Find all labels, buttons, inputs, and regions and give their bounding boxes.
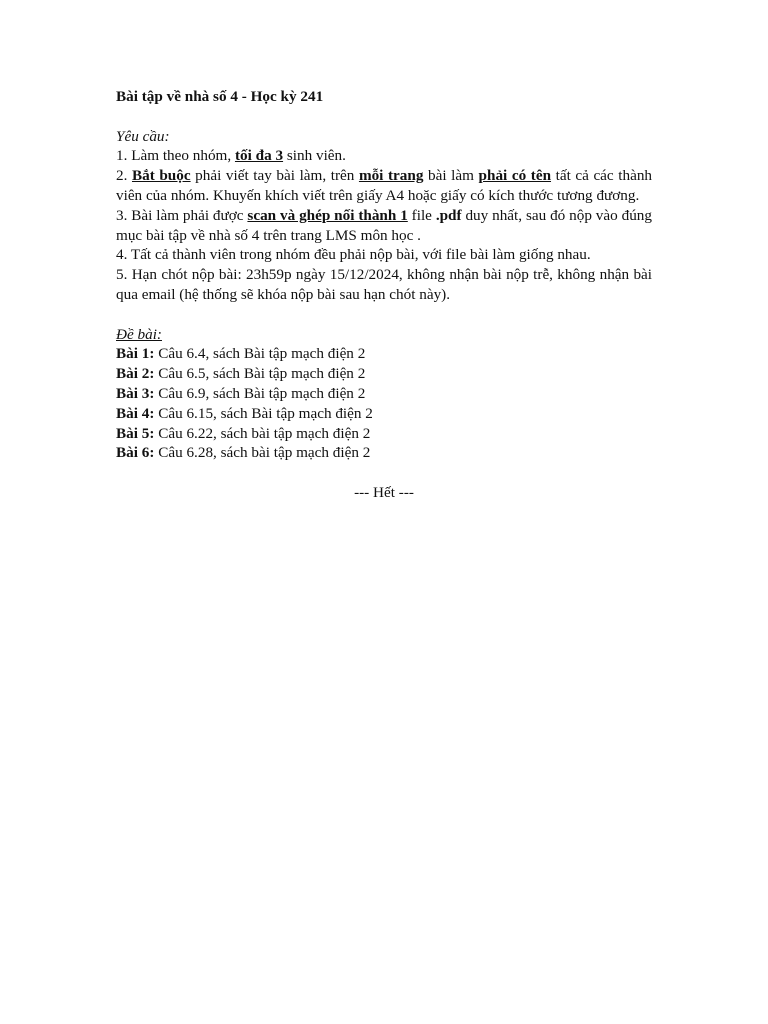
requirement-2-emphasis-names: phải có tên — [478, 167, 552, 185]
requirement-5: 5. Hạn chót nộp bài: 23h59p ngày 15/12/2024, không nhận bài nộp trễ, không nhận bài qua email (hệ thống sẽ khóa nộp bài sau hạn chót này). — [116, 266, 652, 303]
requirement-1 — [116, 146, 652, 166]
requirement-3-text-mid: file — [407, 206, 436, 224]
exercise-text: Câu 6.28, sách bài tập mạch điện 2 — [154, 444, 371, 462]
exercises-heading: Đề bài: — [116, 325, 162, 343]
requirement-1-emphasis: tối đa 3 — [234, 147, 284, 165]
requirement-2-text-end: tất cả các thành viên của nhóm. Khuyến khích viết trên giấy A4 hoặc giấy có kích thước tương đương. — [116, 167, 653, 204]
requirement-3-emphasis-scan: scan và ghép nối thành 1 — [247, 206, 408, 224]
requirement-2-emphasis-mandatory: Bắt buộc — [131, 167, 191, 185]
exercise-item — [116, 424, 652, 444]
exercise-text: Câu 6.4, sách Bài tập mạch điện 2 — [154, 345, 366, 363]
requirements-heading: Yêu cầu: — [116, 127, 170, 145]
requirement-4: 4. Tất cả thành viên trong nhóm đều phải nộp bài, với file bài làm giống nhau. — [116, 246, 591, 264]
exercise-item — [116, 443, 652, 463]
requirement-2-emphasis-every-page: mỗi trang — [358, 167, 424, 185]
requirement-3-text: 3. Bài làm phải được — [116, 206, 248, 224]
document-page — [116, 87, 652, 518]
requirement-3-emphasis-pdf: .pdf — [435, 206, 462, 224]
exercise-label: Bài 5: — [116, 424, 155, 442]
requirement-3 — [116, 206, 652, 246]
exercise-item — [116, 344, 652, 364]
requirement-3-text-end: duy nhất, sau đó nộp vào đúng mục bài tập về nhà số 4 trên trang LMS môn học . — [116, 206, 652, 244]
section-spacer — [116, 305, 652, 325]
exercise-item — [116, 404, 652, 424]
exercise-item — [116, 364, 652, 384]
exercise-text: Câu 6.9, sách Bài tập mạch điện 2 — [154, 384, 366, 402]
requirement-1-text: 1. Làm theo nhóm, — [116, 147, 235, 165]
requirement-2-number: 2. — [116, 167, 132, 185]
requirement-2-text: phải viết tay bài làm, trên — [190, 167, 359, 185]
requirement-2-text-mid: bài làm — [423, 167, 479, 185]
requirement-1-text-end: sinh viên. — [283, 147, 346, 165]
exercise-text: Câu 6.22, sách bài tập mạch điện 2 — [154, 424, 371, 442]
end-marker: --- Hết --- — [354, 483, 414, 501]
exercise-label: Bài 3: — [116, 384, 155, 402]
exercise-label: Bài 6: — [116, 444, 155, 462]
exercise-text: Câu 6.15, sách Bài tập mạch điện 2 — [154, 404, 373, 422]
exercise-label: Bài 2: — [116, 365, 155, 383]
requirement-2 — [116, 166, 652, 206]
exercise-label: Bài 4: — [116, 404, 155, 422]
exercise-label: Bài 1: — [116, 345, 155, 363]
exercise-item — [116, 384, 652, 404]
exercise-text: Câu 6.5, sách Bài tập mạch điện 2 — [154, 365, 366, 383]
document-title: Bài tập về nhà số 4 - Học kỳ 241 — [116, 88, 324, 105]
